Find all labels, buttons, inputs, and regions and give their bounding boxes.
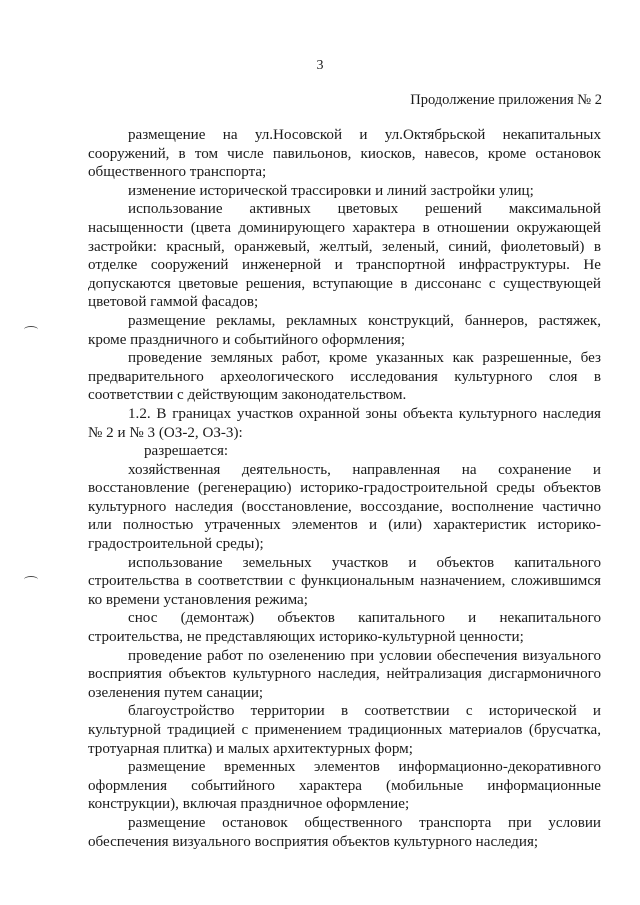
paragraph: размещение рекламы, рекламных конструкций, баннеров, растяжек, кроме праздничного и событийного оформления; xyxy=(88,312,601,348)
paragraph: размещение остановок общественного транспорта при условии обеспечения визуального восприятия объектов культурного наследия; xyxy=(88,814,601,850)
paragraph: хозяйственная деятельность, направленная на сохранение и восстановление (регенерацию) историко-градостроительной среды объектов культурного наследия (восстановление, воссоздание, восполнение частично или полностью утраченных элементов и (или) характеристик историко-градостроительной среды); xyxy=(88,461,601,553)
page-number: 3 xyxy=(316,58,324,73)
scan-margin-mark xyxy=(24,326,38,333)
paragraph: размещение временных элементов информационно-декоративного оформления событийного характера (мобильные информационные конструкции), включая праздничное оформление; xyxy=(88,759,601,813)
paragraph: использование земельных участков и объектов капитального строительства в соответствии с функциональным назначением, сложившимся ко времени установления режима; xyxy=(88,554,601,608)
continuation-label: Продолжение приложения № 2 xyxy=(410,92,602,108)
paragraph: использование активных цветовых решений максимальной насыщенности (цвета доминирующего характера в отношении окружающей застройки: красный, оранжевый, желтый, зеленый, синий, фиолетовый) в отделке сооружений инженерной и транспортной инфраструктуры. Не допускаются цветовые решения, вступающие в диссонанс с существующей цветовой гаммой фасадов; xyxy=(88,201,601,311)
scan-margin-mark xyxy=(24,576,38,583)
paragraph: снос (демонтаж) объектов капитального и некапитального строительства, не представляющих историко-культурной ценности; xyxy=(88,610,601,646)
paragraph: размещение на ул.Носовской и ул.Октябрьской некапитальных сооружений, в том числе павильонов, киосков, навесов, кроме остановок общественного транспорта; xyxy=(88,127,601,181)
document-body xyxy=(88,126,601,851)
section-heading: 1.2. В границах участков охранной зоны объекта культурного наследия № 2 и № 3 (ОЗ-2, ОЗ-3): xyxy=(88,405,601,441)
paragraph: разрешается: xyxy=(144,443,229,460)
paragraph: изменение исторической трассировки и линий застройки улиц; xyxy=(128,182,534,199)
paragraph: проведение работ по озеленению при условии обеспечения визуального восприятия объектов культурного наследия, нейтрализация дисгармоничного озеленения путем санации; xyxy=(88,647,601,701)
paragraph: проведение земляных работ, кроме указанных как разрешенные, без предварительного археологического исследования культурного слоя в соответствии с действующим законодательством. xyxy=(88,350,601,404)
paragraph: благоустройство территории в соответствии с исторической и культурной традицией с применением традиционных материалов (брусчатка, тротуарная плитка) и малых архитектурных форм; xyxy=(88,703,601,757)
